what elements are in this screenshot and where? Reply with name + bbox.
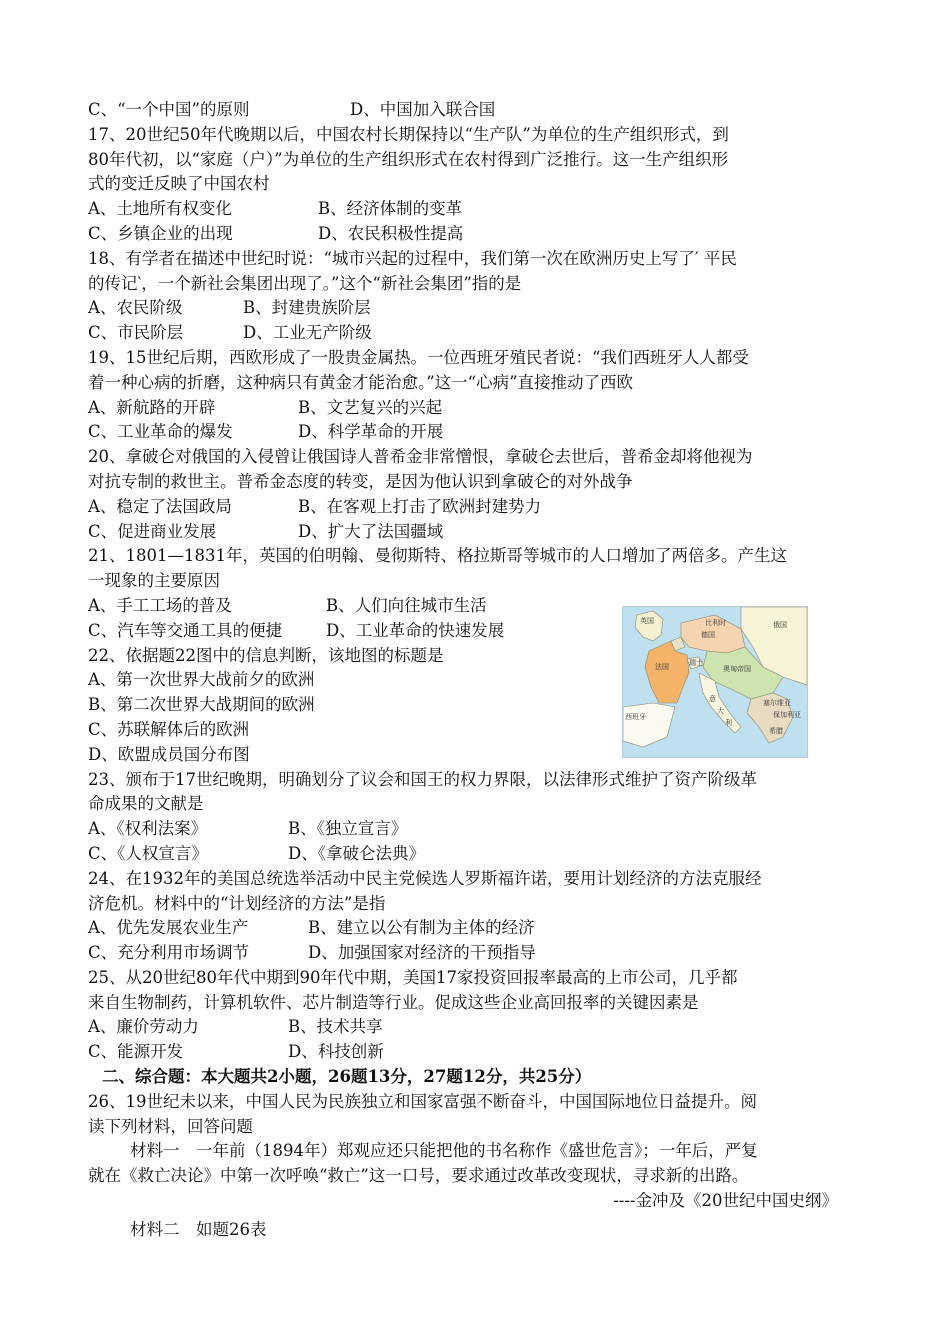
option-c: C、汽车等交通工具的便捷 <box>88 620 283 640</box>
option-b: B、文艺复兴的兴起 <box>298 397 443 417</box>
question-22: 22、依据题22图中的信息判断，该地图的标题是 <box>88 645 444 665</box>
question-20-text: 对抗专制的救世主。普希金态度的转变，是因为他认识到拿破仑的对外战争 <box>88 471 633 491</box>
label-austria-hungary: 奥匈帝国 <box>723 665 751 673</box>
label-britain: 英国 <box>640 617 654 625</box>
option-a: A、新航路的开辟 <box>88 397 216 417</box>
question-19-options-ab <box>88 396 868 421</box>
option-b: B、人们向往城市生活 <box>326 595 487 615</box>
option-b: B、第二次世界大战期间的欧洲 <box>88 695 315 715</box>
question-25-text: 来自生物制药，计算机软件、芯片制造等行业。促成这些企业高回报率的关键因素是 <box>88 992 699 1012</box>
option-a: A、廉价劳动力 <box>88 1017 199 1037</box>
option-b: B、封建贵族阶层 <box>243 298 371 318</box>
question-17-text: 式的变迁反映了中国农村 <box>88 174 270 194</box>
question-19-options-cd <box>88 420 868 445</box>
question-25: 25、从20世纪80年代中期到90年代中期，美国17家投资回报率最高的上市公司，几乎都 <box>88 967 738 987</box>
option-b: B、建立以公有制为主体的经济 <box>308 918 535 938</box>
option-b: B、经济体制的变革 <box>318 199 463 219</box>
europe-map <box>623 607 807 757</box>
option-b: B、技术共享 <box>288 1017 383 1037</box>
europe-map-figure <box>622 606 808 758</box>
question-23-text: 命成果的文献是 <box>88 794 204 814</box>
option-d: D、加强国家对经济的干预指导 <box>308 943 536 963</box>
option-c: C、充分利用市场调节 <box>88 943 250 963</box>
section-heading: 二、综合题：本大题共2小题，26题13分，27题12分，共25分） <box>102 1067 592 1087</box>
label-russia: 俄国 <box>773 621 787 629</box>
material-two: 材料二 如题26表 <box>130 1219 267 1239</box>
option-c: C、苏联解体后的欧洲 <box>88 719 250 739</box>
question-21-text: 一现象的主要原因 <box>88 571 220 591</box>
question-23-options-cd <box>88 842 868 867</box>
option-d: D、工业无产阶级 <box>243 323 372 343</box>
label-italy-1: 意 <box>709 695 716 703</box>
label-italy-3: 利 <box>725 719 732 727</box>
option-d: D、《拿破仑法典》 <box>288 843 425 863</box>
question-21: 21、1801—1831年，英国的伯明翰、曼彻斯特、格拉斯哥等城市的人口增加了两倍多。产生这 <box>88 546 787 566</box>
question-20: 20、拿破仑对俄国的入侵曾让俄国诗人普希金非常憎恨，拿破仑去世后，普希金却将他视为 <box>88 447 753 467</box>
option-c: C、促进商业发展 <box>88 521 217 541</box>
label-belgium: 比利时 <box>705 619 726 627</box>
question-18: 18、有学者在描述中世纪时说：“城市兴起的过程中，我们第一次在欧洲历史上写了′ 平民 <box>88 248 737 268</box>
question-19: 19、15世纪后期，西欧形成了一股贵金属热。一位西班牙殖民者说：“我们西班牙人人都受 <box>88 347 749 367</box>
label-france: 法国 <box>655 663 669 671</box>
question-24-text: 济危机。材料中的“计划经济的方法”是指 <box>88 893 386 913</box>
option-b: B、在客观上打击了欧洲封建势力 <box>298 496 542 516</box>
label-spain: 西班牙 <box>625 713 646 721</box>
option-d: D、欧盟成员国分布图 <box>88 744 250 764</box>
question-26-text: 读下列材料，回答问题 <box>88 1116 253 1136</box>
material-one: 材料一 一年前（1894年）郑观应还只能把他的书名称作《盛世危言》；一年后，严复 <box>130 1141 758 1161</box>
option-a: A、稳定了法国政局 <box>88 496 232 516</box>
option-c: C、《人权宣言》 <box>88 843 208 863</box>
question-24-options-cd <box>88 941 868 966</box>
label-germany: 德国 <box>701 631 715 639</box>
label-bulgaria: 保加利亚 <box>773 711 801 719</box>
option-c: C、能源开发 <box>88 1042 184 1062</box>
question-17-options-ab <box>88 197 868 222</box>
label-switzerland: 瑞士 <box>689 659 703 667</box>
option-d: D、工业革命的快速发展 <box>326 620 505 640</box>
question-18-options-cd <box>88 321 868 346</box>
question-20-options-ab <box>88 495 868 520</box>
material-one-text: 就在《救亡决论》中第一次呼唤“救亡”这一口号，要求通过改革改变现状，寻求新的出路。 <box>88 1166 749 1186</box>
question-23: 23、颁布于17世纪晚期，明确划分了议会和国王的权力界限，以法律形式维护了资产阶级革 <box>88 769 757 789</box>
question-26: 26、19世纪未以来，中国人民为民族独立和国家富强不断奋斗，中国国际地位日益提升。阅 <box>88 1091 757 1111</box>
option-a: A、第一次世界大战前夕的欧洲 <box>88 670 315 690</box>
option-d: D、农民积极性提高 <box>318 223 464 243</box>
question-17-text: 80年代初，以“家庭（户）”为单位的生产组织形式在农村得到广泛推行。这一生产组织形 <box>88 149 729 169</box>
question-24-options-ab <box>88 916 868 941</box>
question-20-options-cd <box>88 520 868 545</box>
option-d: D、科学革命的开展 <box>298 422 444 442</box>
question-24: 24、在1932年的美国总统选举活动中民主党候选人罗斯福许诺，要用计划经济的方法克服经 <box>88 868 762 888</box>
question-19-text: 着一种心病的折磨，这种病只有黄金才能治愈。”这一“心病”直接推动了西欧 <box>88 372 634 392</box>
option-d: D、中国加入联合国 <box>350 100 496 119</box>
option-a: A、农民阶级 <box>88 298 183 318</box>
option-b: B、《独立宣言》 <box>288 819 408 839</box>
question-18-options-ab <box>88 296 868 321</box>
option-a: A、手工工场的普及 <box>88 595 232 615</box>
option-c: C、“一个中国”的原则 <box>88 100 250 119</box>
option-d: D、科技创新 <box>288 1042 384 1062</box>
option-a: A、优先发展农业生产 <box>88 918 249 938</box>
option-d: D、扩大了法国疆域 <box>298 521 444 541</box>
line-16-options <box>88 98 868 123</box>
option-c: C、工业革命的爆发 <box>88 422 233 442</box>
question-25-options-ab <box>88 1015 868 1040</box>
option-c: C、市民阶层 <box>88 323 184 343</box>
question-18-text: 的传记‵，一个新社会集团出现了。”这个“新社会集团”指的是 <box>88 273 522 293</box>
option-a: A、土地所有权变化 <box>88 199 232 219</box>
option-c: C、乡镇企业的出现 <box>88 223 233 243</box>
question-25-options-cd <box>88 1040 868 1065</box>
material-one-source: ----金冲及《20世纪中国史纲》 <box>613 1191 838 1211</box>
question-17: 17、20世纪50年代晚期以后，中国农村长期保持以“生产队”为单位的生产组织形式，到 <box>88 124 729 144</box>
label-italy-2: 大 <box>717 707 724 715</box>
question-23-options-ab <box>88 817 868 842</box>
question-17-options-cd <box>88 222 868 247</box>
label-serbia: 塞尔维亚 <box>763 699 791 707</box>
label-greece: 希腊 <box>769 727 783 735</box>
option-a: A、《权利法案》 <box>88 819 208 839</box>
